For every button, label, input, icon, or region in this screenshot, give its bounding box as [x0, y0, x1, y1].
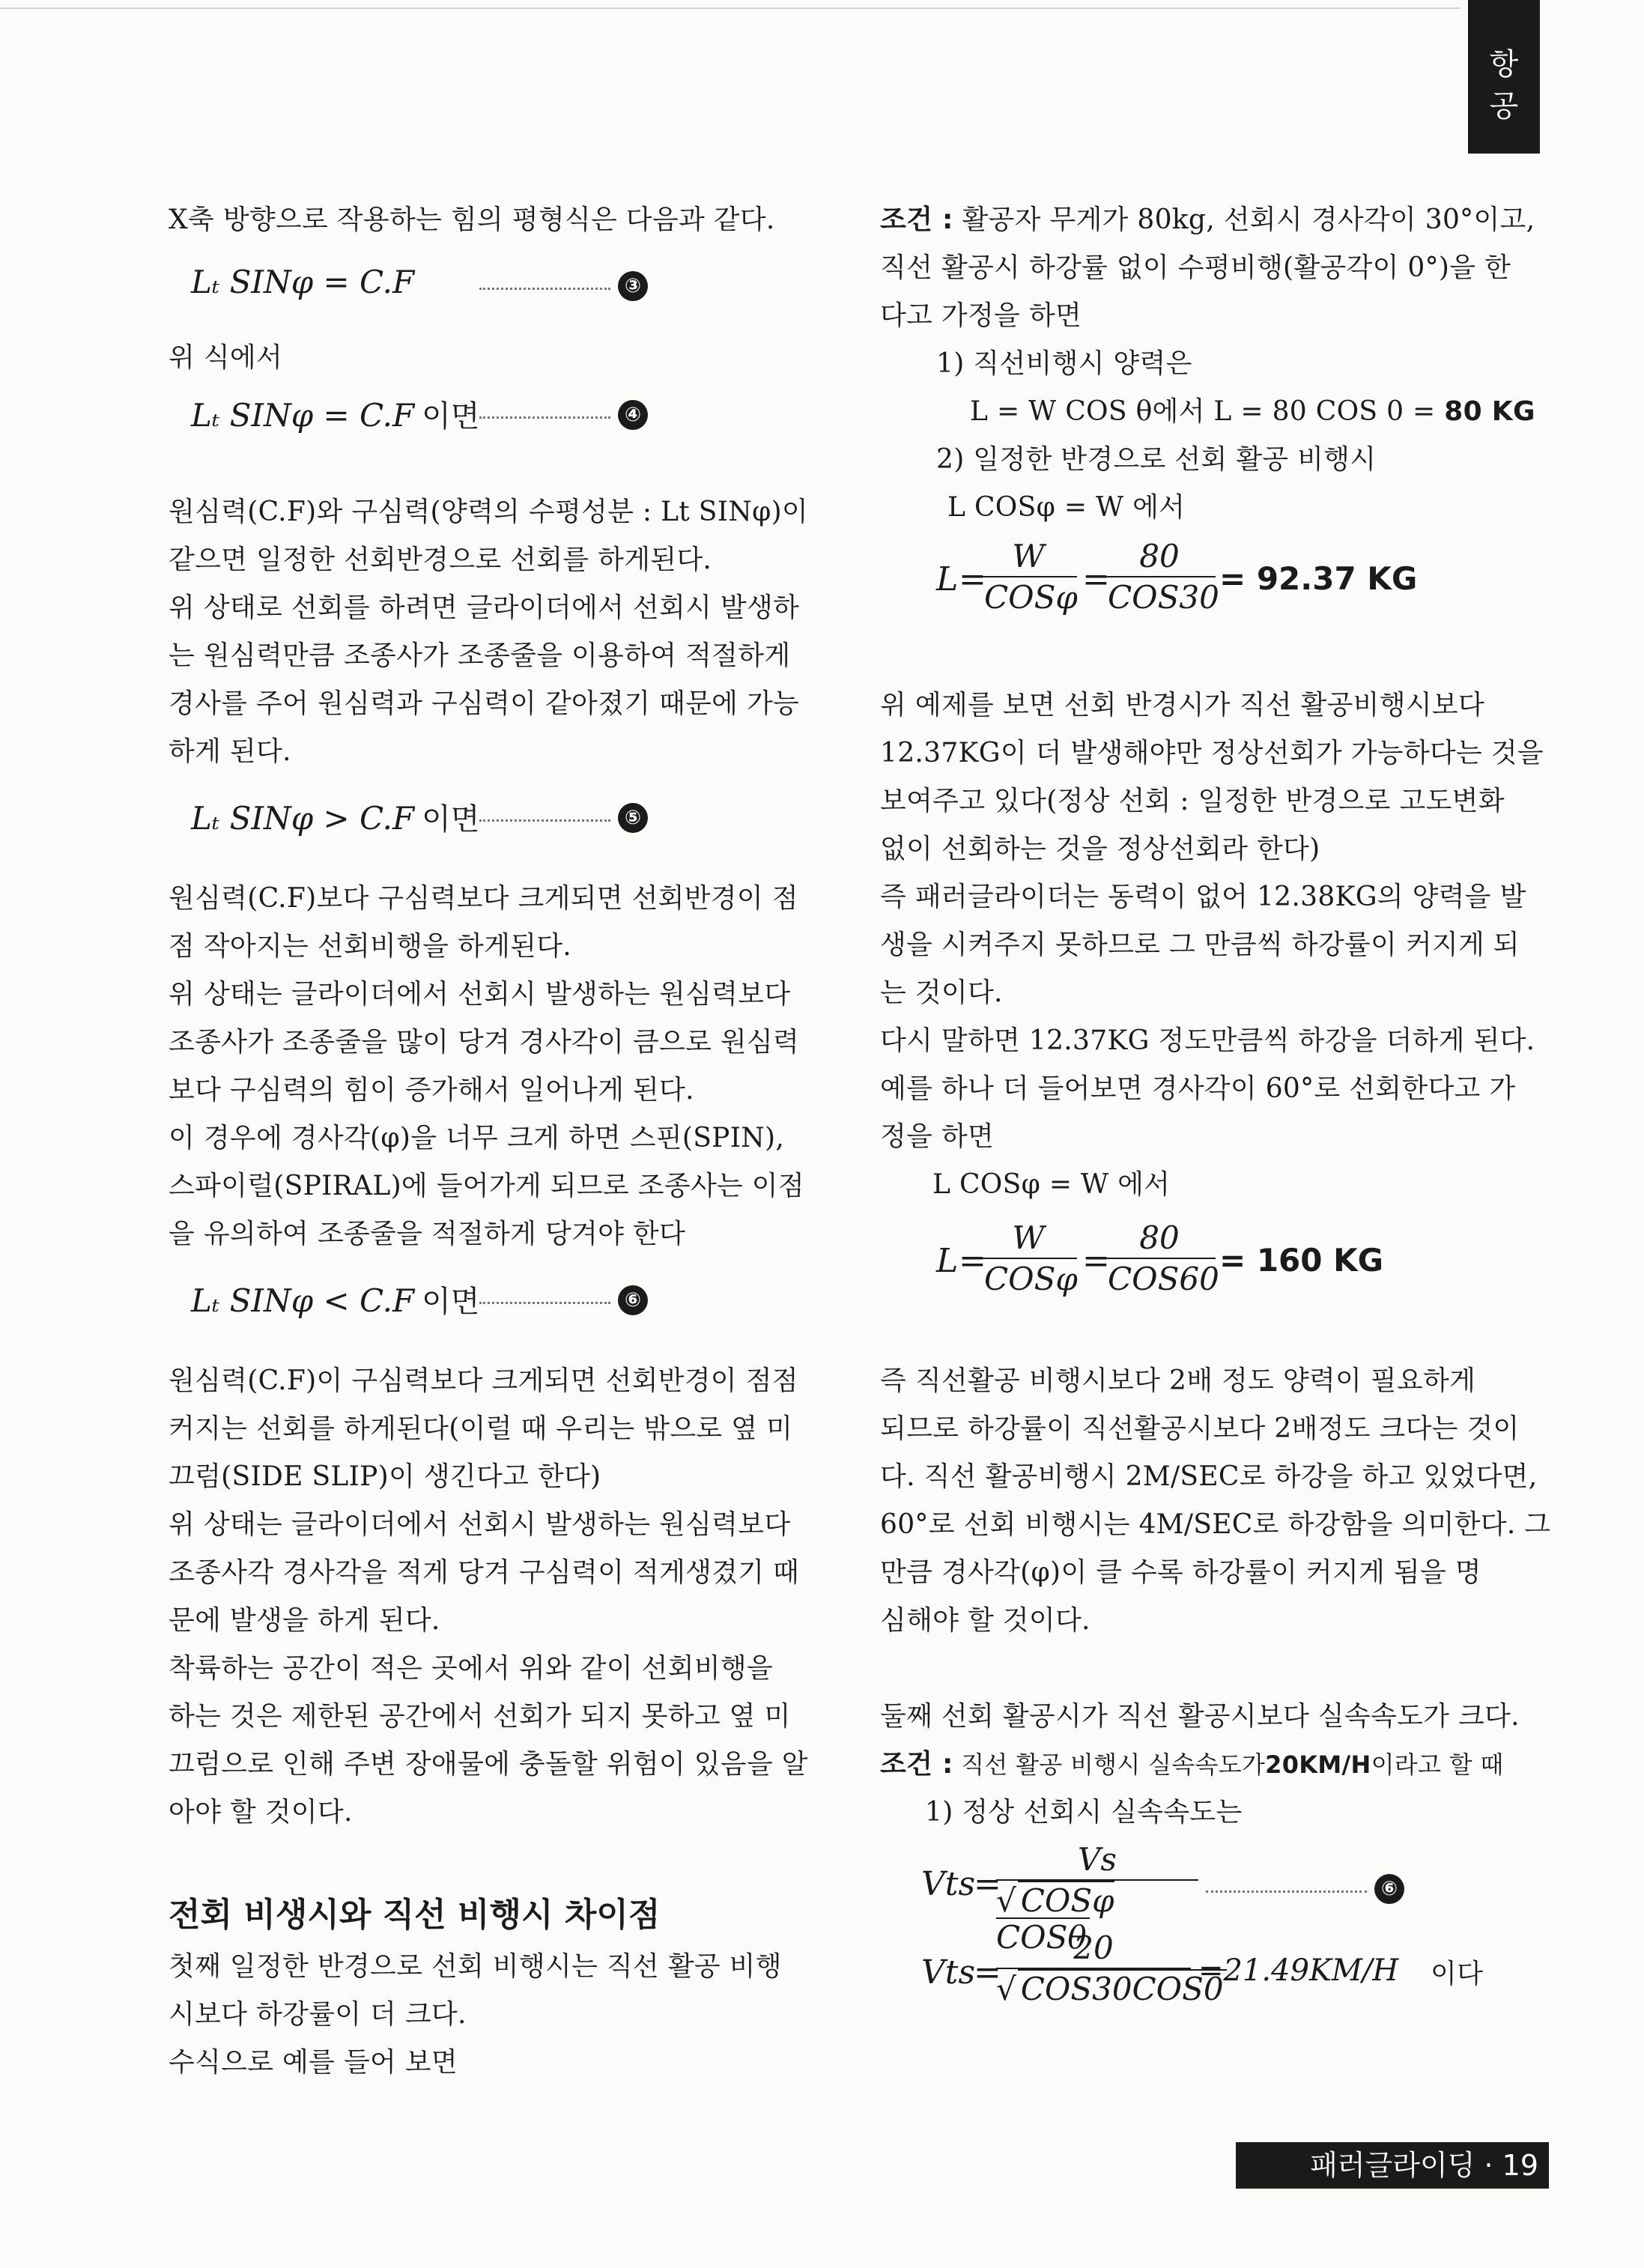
condition-1-label: 조건 :: [880, 204, 953, 235]
left-intro: X축 방향으로 작용하는 힘의 평형식은 다음과 같다.: [169, 204, 775, 235]
sqrt-sign: √: [996, 1971, 1016, 2007]
frac2-lhs: L: [936, 1242, 959, 1280]
formula-3: [191, 264, 414, 300]
right-condition-1-line-3: 다고 가정을 하면: [880, 300, 1082, 331]
left-p1-line: 같으면 일정한 선회반경으로 선회를 하게된다.: [169, 545, 712, 575]
left-p1-line: 원심력(C.F)와 구심력(양력의 수평성분 : Lt SINφ)이: [169, 497, 809, 527]
vts2-lhs: Vts: [921, 1953, 976, 1992]
right-p1-line: 다시 말하면 12.37KG 정도만큼씩 하강을 더하게 된다.: [880, 1025, 1535, 1056]
formula-4-suffix: 이면: [422, 399, 480, 434]
formula-5-suffix: 이면: [422, 802, 480, 837]
vts2-denominator: [996, 1969, 1224, 2007]
item-1-eq-text: L = W COS θ에서 L = 80 COS 0 =: [970, 396, 1436, 427]
right-condition-1-line-2: 직선 활공시 하강률 없이 수평비행(활공각이 0°)을 한: [880, 252, 1511, 283]
top-rule: [0, 7, 1461, 9]
right-p2-line: 만큼 경사각(φ)이 클 수록 하강률이 커지게 됨을 명: [880, 1557, 1481, 1588]
item-1-result: 80 KG: [1444, 396, 1535, 427]
section-tab-char-2: 공: [1489, 89, 1519, 124]
right-p2-line: 다. 직선 활공비행시 2M/SEC로 하강을 하고 있었다면,: [880, 1461, 1538, 1492]
leader-5: [479, 819, 610, 822]
footer-page-label: 패러글라이딩 · 19: [1236, 2142, 1549, 2189]
right-p1-line: 정을 하면: [880, 1121, 995, 1152]
left-p4-line: 수식으로 예를 들어 보면: [169, 2047, 458, 2078]
vts1-lhs: Vts: [921, 1865, 976, 1903]
right-condition-1: [880, 196, 1535, 244]
right-p1-line: 위 예제를 보면 선회 반경시가 직선 활공비행시보다: [880, 690, 1485, 721]
right-condition-2: [880, 1741, 1504, 1789]
left-p3-line: 조종사각 경사각을 적게 당겨 구심력이 적게생겼기 때: [169, 1557, 800, 1588]
eq-number-4: ④: [618, 400, 648, 430]
left-text-wisik: 위 식에서: [169, 342, 283, 373]
vts2-radicand: COS30COS0: [1018, 1969, 1227, 2007]
formula-6: [191, 1278, 479, 1321]
left-p3-line: 커지는 선회를 하게된다(이럴 때 우리는 밖으로 옆 미: [169, 1413, 793, 1444]
frac2-denominator-2: COS60: [1108, 1261, 1219, 1297]
right-item-2: 2) 일정한 반경으로 선회 활공 비행시: [936, 444, 1377, 475]
left-p3-line: 위 상태는 글라이더에서 선회시 발생하는 원심력보다: [169, 1509, 791, 1540]
left-p2-line: 보다 구심력의 힘이 증가해서 일어나게 된다.: [169, 1075, 694, 1106]
left-p2-line: 위 상태는 글라이더에서 선회시 발생하는 원심력보다: [169, 979, 791, 1010]
leader-3: [479, 288, 610, 290]
frac1-term-2: [1103, 538, 1219, 616]
vts2-result: =21.49KM/H: [1198, 1953, 1399, 1988]
left-p1-line: 경사를 주어 원심력과 구심력이 같아졌기 때문에 가능: [169, 688, 800, 719]
left-p2-line: 조종사가 조종줄을 많이 당겨 경사각이 큼으로 원심력: [169, 1027, 800, 1058]
section-tab-char-1: 항: [1489, 47, 1519, 82]
right-p1-line: 보여주고 있다(정상 선회 : 일정한 반경으로 고도변화: [880, 786, 1505, 816]
vts2-equals: =: [974, 1953, 1001, 1992]
right-p3: 둘째 선회 활공시가 직선 활공시보다 실속속도가 크다.: [880, 1701, 1520, 1732]
formula-6-text: Lₜ SINφ < C.F: [191, 1282, 415, 1319]
left-p3-line: 아야 할 것이다.: [169, 1797, 353, 1828]
eq-number-6-right: ⑥: [1374, 1874, 1404, 1904]
vts1-numerator: Vs: [996, 1841, 1198, 1881]
right-p2-line: 즉 직선활공 비행시보다 2배 정도 양력이 필요하게: [880, 1365, 1476, 1396]
vts1-equals: =: [974, 1865, 1001, 1903]
left-p3-line: 끄럼(SIDE SLIP)이 생긴다고 한다): [169, 1461, 601, 1492]
frac2-term-1: [980, 1219, 1077, 1297]
frac1-denominator-2: COS30: [1108, 579, 1219, 616]
right-p1-line: 생을 시켜주지 못하므로 그 만큼씩 하강률이 커지게 되: [880, 930, 1520, 960]
frac2-result: = 160 KG: [1219, 1242, 1384, 1279]
frac1-result: = 92.37 KG: [1219, 560, 1418, 597]
right-p2-line: 심해야 할 것이다.: [880, 1605, 1091, 1636]
right-item-2-eq: L COSφ = W 에서: [947, 492, 1186, 523]
frac1-equals: =: [959, 560, 986, 598]
right-p1-line: 없이 선회하는 것을 정상선회라 한다): [880, 834, 1320, 864]
right-item-1-eq: [970, 388, 1535, 436]
right-p2-line: 되므로 하강률이 직선활공시보다 2배정도 크다는 것이: [880, 1413, 1520, 1444]
leader-4: [479, 416, 610, 419]
vts2-tail: 이다: [1431, 1959, 1484, 1989]
leader-vts: [1206, 1890, 1367, 1893]
formula-4: [191, 392, 479, 435]
frac2-term-2: [1103, 1219, 1219, 1297]
left-p1-line: 위 상태로 선회를 하려면 글라이더에서 선회시 발생하: [169, 592, 800, 623]
formula-4-text: Lₜ SINφ = C.F: [191, 397, 415, 434]
condition-2-label: 조건 :: [880, 1749, 953, 1780]
frac1-denominator-1: COSφ: [984, 579, 1078, 616]
eq-number-3: ③: [618, 271, 648, 301]
left-p4-line: 첫째 일정한 반경으로 선회 비행시는 직선 활공 비행: [169, 1951, 782, 1982]
left-p1-line: 하게 된다.: [169, 736, 291, 767]
condition-2-text: 직선 활공 비행시 실속속도가: [961, 1750, 1266, 1779]
leader-6: [479, 1302, 610, 1304]
left-p2-line: 스파이럴(SPIRAL)에 들어가게 되므로 조종사는 이점: [169, 1171, 804, 1201]
frac1-term-1: [980, 538, 1077, 616]
left-p1-line: 는 원심력만큼 조종사가 조종줄을 이용하여 적절하게: [169, 640, 791, 671]
frac2-numerator-1: W: [980, 1219, 1077, 1259]
vts1-radicand: COSφ COSθ: [996, 1882, 1114, 1956]
eq-number-6: ⑥: [618, 1285, 648, 1315]
right-p1-line: 즉 패러글라이더는 동력이 없어 12.38KG의 양력을 발: [880, 882, 1526, 912]
left-p3-line: 착륙하는 공간이 적은 곳에서 위와 같이 선회비행을: [169, 1653, 774, 1684]
left-p2-line: 점 작아지는 선회비행을 하게된다.: [169, 931, 572, 962]
left-p2-line: 을 유의하여 조종줄을 적절하게 당겨야 한다: [169, 1219, 686, 1249]
left-p3-line: 끄럼으로 인해 주변 장애물에 충돌할 위험이 있음을 알: [169, 1749, 808, 1780]
frac2-equals: =: [959, 1242, 986, 1280]
formula-5-text: Lₜ SINφ > C.F: [191, 800, 415, 837]
formula-5: [191, 795, 479, 838]
frac1-numerator-2: 80: [1103, 538, 1216, 577]
right-item-3: 1) 정상 선회시 실속속도는: [925, 1797, 1243, 1828]
left-p2-line: 이 경우에 경사각(φ)을 너무 크게 하면 스핀(SPIN),: [169, 1123, 785, 1153]
right-eq-2: L COSφ = W 에서: [932, 1169, 1171, 1200]
frac2-denominator-1: COSφ: [984, 1261, 1078, 1297]
condition-1-line: 활공자 무게가 80kg, 선회시 경사각이 30°이고,: [962, 204, 1535, 235]
condition-2-tail: 이라고 할 때: [1371, 1750, 1504, 1779]
vts2-fraction: [996, 1929, 1224, 2007]
section-heading: 전회 비생시와 직선 비행시 차이점: [169, 1896, 661, 1934]
formula-3-text: Lₜ SINφ = C.F: [191, 264, 415, 300]
right-p1-line: 는 것이다.: [880, 977, 1003, 1008]
right-p2-line: 60°로 선회 비행시는 4M/SEC로 하강함을 의미한다. 그: [880, 1509, 1551, 1540]
sqrt-sign: √: [996, 1882, 1016, 1919]
frac2-numerator-2: 80: [1103, 1219, 1216, 1259]
left-p3-line: 원심력(C.F)이 구심력보다 크게되면 선회반경이 점점: [169, 1365, 798, 1396]
frac1-numerator-1: W: [980, 538, 1077, 577]
condition-2-speed: 20KM/H: [1265, 1750, 1371, 1779]
left-p2-line: 원심력(C.F)보다 구심력보다 크게되면 선회반경이 점: [169, 883, 798, 914]
vts2-numerator: 20: [996, 1929, 1191, 1969]
formula-6-suffix: 이면: [422, 1285, 480, 1319]
right-item-1: 1) 직선비행시 양력은: [936, 348, 1192, 379]
frac1-equals-2: =: [1082, 560, 1110, 598]
right-p1-line: 12.37KG이 더 발생해야만 정상선회가 가능하다는 것을: [880, 738, 1544, 768]
right-p1-line: 예를 하나 더 들어보면 경사각이 60°로 선회한다고 가: [880, 1073, 1516, 1104]
section-tab: [1468, 0, 1540, 154]
left-p3-line: 문에 발생을 하게 된다.: [169, 1605, 440, 1636]
frac2-equals-2: =: [1082, 1242, 1110, 1280]
left-p3-line: 하는 것은 제한된 공간에서 선회가 되지 못하고 옆 미: [169, 1701, 791, 1732]
eq-number-5: ⑤: [618, 803, 648, 833]
left-p4-line: 시보다 하강률이 더 크다.: [169, 1999, 467, 2030]
frac1-lhs: L: [936, 560, 959, 598]
